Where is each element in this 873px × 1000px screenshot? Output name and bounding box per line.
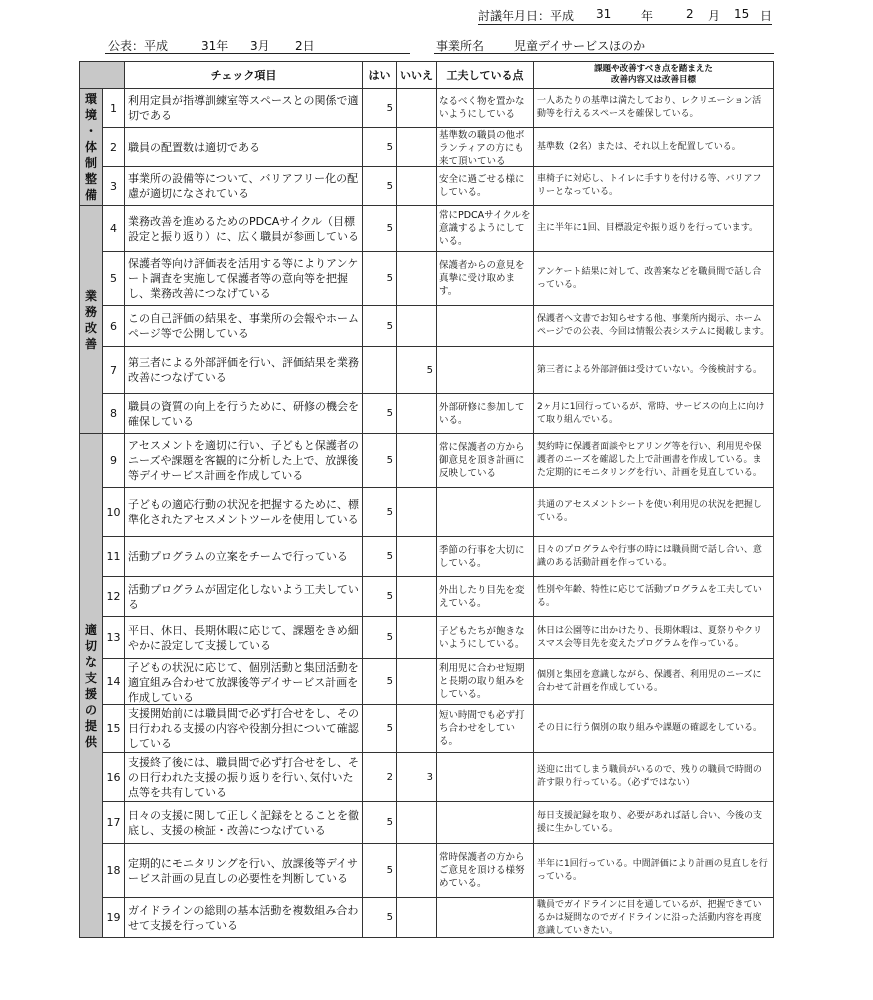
yes-count: 5 xyxy=(363,128,397,167)
check-item-cell xyxy=(125,705,363,753)
table-row xyxy=(80,347,774,394)
check-item-text: 定期的にモニタリングを行い、放課後等デイサービス計画の見直しの必要性を判断している xyxy=(128,856,359,885)
improvements-text: 基準数（2名）または、それ以上を配置している。 xyxy=(537,141,741,152)
table-row xyxy=(80,306,774,347)
no-count xyxy=(397,128,437,167)
efforts-cell xyxy=(437,488,534,537)
row-number: 5 xyxy=(103,252,125,306)
category-cell xyxy=(80,206,103,434)
no-count xyxy=(397,537,437,577)
table-header-row xyxy=(80,62,774,89)
publication-month: 3月 xyxy=(250,39,270,53)
check-item-cell xyxy=(125,488,363,537)
column-yes: はい xyxy=(363,62,397,89)
efforts-cell xyxy=(437,802,534,844)
row-number: 7 xyxy=(103,347,125,394)
efforts-cell xyxy=(437,206,534,252)
no-count xyxy=(397,577,437,617)
row-number: 16 xyxy=(103,753,125,802)
yes-count: 5 xyxy=(363,537,397,577)
check-item-cell xyxy=(125,659,363,705)
efforts-text: 外部研修に参加している。 xyxy=(439,401,525,426)
row-number: 15 xyxy=(103,705,125,753)
efforts-text: 短い時間でも必ず打ち合わせをしている。 xyxy=(439,710,525,747)
discussion-date-label: 討議年月日：平成 xyxy=(478,9,575,23)
category-label: 業 務 改 善 xyxy=(84,288,97,351)
row-number: 2 xyxy=(103,128,125,167)
category-cell xyxy=(80,89,103,206)
yes-count: 5 xyxy=(363,434,397,488)
improvements-text: 第三者による外部評価は受けていない。今後検討する。 xyxy=(537,364,763,375)
check-item-text: 第三者による外部評価を行い、評価結果を業務改善につなげている xyxy=(128,356,359,384)
column-improvements-line2: 改善内容又は改善目標 xyxy=(610,75,696,85)
improvements-cell xyxy=(534,167,774,206)
yes-count: 5 xyxy=(363,488,397,537)
yes-count xyxy=(363,347,397,394)
efforts-cell xyxy=(437,617,534,659)
no-count xyxy=(397,802,437,844)
improvements-cell xyxy=(534,488,774,537)
row-number: 13 xyxy=(103,617,125,659)
check-item-cell xyxy=(125,537,363,577)
discussion-day-unit: 日 xyxy=(760,9,773,23)
table-row xyxy=(80,537,774,577)
efforts-cell xyxy=(437,306,534,347)
improvements-cell xyxy=(534,206,774,252)
check-item-text: 業務改善を進めるためのPDCAサイクル（目標設定と振り返り）に、広く職員が参画している xyxy=(128,214,359,243)
efforts-text: なるべく物を置かないようにしている xyxy=(439,96,525,120)
check-item-text: 活動プログラムの立案をチームで行っている xyxy=(128,550,348,563)
yes-count: 5 xyxy=(363,577,397,617)
row-number: 17 xyxy=(103,802,125,844)
no-count xyxy=(397,306,437,347)
table-row xyxy=(80,89,774,128)
improvements-text: 保護者へ文書でお知らせする他、事業所内掲示、ホームページでの公表、今回は情報公表システムに掲載します。 xyxy=(537,314,770,337)
check-item-cell xyxy=(125,306,363,347)
check-item-cell xyxy=(125,617,363,659)
check-item-text: この自己評価の結果を、事業所の会報やホームページ等で公開している xyxy=(128,312,359,340)
check-item-cell xyxy=(125,252,363,306)
row-number: 11 xyxy=(103,537,125,577)
efforts-text: 安全に過ごせる様にしている。 xyxy=(439,174,525,198)
efforts-cell xyxy=(437,844,534,898)
discussion-month-unit: 月 xyxy=(708,9,721,23)
yes-count: 5 xyxy=(363,394,397,434)
table-row xyxy=(80,659,774,705)
table-row xyxy=(80,252,774,306)
yes-count: 5 xyxy=(363,167,397,206)
office-label: 事業所名 xyxy=(436,39,485,53)
efforts-text: 利用児に合わせ短期と長期の取り組みをしている。 xyxy=(439,663,525,700)
improvements-text: 個別と集団を意識しながら、保護者、利用児のニーズに合わせて計画を作成している。 xyxy=(537,669,762,693)
check-item-text: 職員の配置数は適切である xyxy=(128,140,260,154)
no-count xyxy=(397,617,437,659)
efforts-text: 外出したり目先を変えている。 xyxy=(439,584,525,609)
check-item-cell xyxy=(125,577,363,617)
column-efforts: 工夫している点 xyxy=(437,62,534,89)
improvements-text: その日に行う個別の取り組みや課題の確認をしている。 xyxy=(537,723,763,733)
publication-year: 31年 xyxy=(201,39,229,53)
yes-count: 5 xyxy=(363,206,397,252)
efforts-cell xyxy=(437,347,534,394)
check-item-cell xyxy=(125,167,363,206)
office-name-line xyxy=(434,37,774,54)
no-count xyxy=(397,898,437,938)
table-row xyxy=(80,488,774,537)
yes-count: 5 xyxy=(363,89,397,128)
no-count xyxy=(397,252,437,306)
discussion-year-unit: 年 xyxy=(641,9,654,23)
improvements-text: 性別や年齢、特性に応じて活動プログラムを工夫している。 xyxy=(537,584,762,608)
row-number: 19 xyxy=(103,898,125,938)
efforts-cell xyxy=(437,577,534,617)
table-row xyxy=(80,167,774,206)
row-number: 18 xyxy=(103,844,125,898)
column-check-item: チェック項目 xyxy=(125,62,363,89)
table-row xyxy=(80,802,774,844)
table-row xyxy=(80,577,774,617)
no-count xyxy=(397,705,437,753)
improvements-text: 休日は公園等に出かけたり、長期休暇は、夏祭りやクリスマス会等目先を変えたプログラムを作っている。 xyxy=(537,625,763,649)
improvements-cell xyxy=(534,434,774,488)
yes-count: 5 xyxy=(363,802,397,844)
table-row xyxy=(80,206,774,252)
category-cell xyxy=(80,434,103,938)
discussion-year: 31 xyxy=(596,7,612,21)
category-label: 環 境 ・ 体 制 整 備 xyxy=(84,92,97,202)
office-name: 児童デイサービスほのか xyxy=(514,39,646,53)
yes-count: 5 xyxy=(363,306,397,347)
column-improvements xyxy=(534,62,774,89)
check-item-text: 活動プログラムが固定化しないよう工夫している xyxy=(128,582,359,611)
improvements-cell xyxy=(534,617,774,659)
improvements-cell xyxy=(534,577,774,617)
table-row xyxy=(80,434,774,488)
row-number: 10 xyxy=(103,488,125,537)
yes-count: 5 xyxy=(363,659,397,705)
improvements-cell xyxy=(534,753,774,802)
efforts-cell xyxy=(437,128,534,167)
check-item-cell xyxy=(125,347,363,394)
improvements-text: 半年に1回行っている。中間評価により計画の見直しを行っている。 xyxy=(537,858,768,882)
no-count xyxy=(397,167,437,206)
improvements-cell xyxy=(534,802,774,844)
yes-count: 5 xyxy=(363,617,397,659)
improvements-cell xyxy=(534,394,774,434)
check-item-cell xyxy=(125,434,363,488)
efforts-cell xyxy=(437,434,534,488)
check-item-cell xyxy=(125,206,363,252)
efforts-cell xyxy=(437,705,534,753)
table-row xyxy=(80,705,774,753)
efforts-text: 常に保護者の方から御意見を頂き計画に反映している xyxy=(439,442,525,479)
no-count xyxy=(397,434,437,488)
efforts-text: 常時保護者の方からご意見を頂ける様努めている。 xyxy=(439,852,525,889)
improvements-cell xyxy=(534,844,774,898)
efforts-cell xyxy=(437,537,534,577)
efforts-cell xyxy=(437,659,534,705)
improvements-cell xyxy=(534,537,774,577)
yes-count: 5 xyxy=(363,898,397,938)
improvements-text: 日々のプログラムや行事の時には職員間で話し合い、意識のある活動計画を作っている。 xyxy=(537,544,762,568)
table-row xyxy=(80,128,774,167)
efforts-cell xyxy=(437,898,534,938)
improvements-cell xyxy=(534,252,774,306)
improvements-cell xyxy=(534,898,774,938)
discussion-day: 15 xyxy=(734,7,750,21)
efforts-cell xyxy=(437,753,534,802)
row-number: 14 xyxy=(103,659,125,705)
row-number: 8 xyxy=(103,394,125,434)
improvements-text: 共通のアセスメントシートを使い利用児の状況を把握している。 xyxy=(537,500,762,523)
efforts-cell xyxy=(437,89,534,128)
discussion-month: 2 xyxy=(686,7,694,21)
no-count: 3 xyxy=(397,753,437,802)
table-row xyxy=(80,617,774,659)
table-row xyxy=(80,844,774,898)
no-count xyxy=(397,394,437,434)
improvements-cell xyxy=(534,128,774,167)
check-item-cell xyxy=(125,394,363,434)
improvements-text: 主に半年に1回、目標設定や振り返りを行っています。 xyxy=(537,223,759,233)
efforts-cell xyxy=(437,394,534,434)
publication-day: 2日 xyxy=(295,39,315,53)
category-label: 適 切 な 支 援 の 提 供 xyxy=(84,622,97,749)
efforts-text: 常にPDCAサイクルを意識するようにしている。 xyxy=(439,210,531,247)
check-item-text: アセスメントを適切に行い、子どもと保護者のニーズや課題を客観的に分析した上で、放課後等デイサービス計画を作成している xyxy=(128,439,359,482)
publication-date-label: 公表：平成 xyxy=(108,39,169,53)
efforts-text: 保護者からの意見を真摯に受け取めます。 xyxy=(439,260,525,297)
check-item-cell xyxy=(125,89,363,128)
column-no: いいえ xyxy=(397,62,437,89)
improvements-text: 毎日支援記録を取り、必要があれば話し合い、今後の支援に生かしている。 xyxy=(537,810,763,834)
improvements-text: 一人あたりの基準は満たしており、レクリエーション活動等を行えるスペースを確保している。 xyxy=(537,96,762,119)
check-item-text: 職員の資質の向上を行うために、研修の機会を確保している xyxy=(128,399,359,428)
no-count xyxy=(397,89,437,128)
check-item-cell xyxy=(125,844,363,898)
check-item-text: 事業所の設備等について、バリアフリー化の配慮が適切になされている xyxy=(128,172,359,200)
check-item-text: 平日、休日、長期休暇に応じて、課題をきめ細やかに設定して支援している xyxy=(128,623,359,652)
improvements-text: 2ヶ月に1回行っているが、常時、サービスの向上に向けて取り組んでいる。 xyxy=(537,401,765,425)
improvements-cell xyxy=(534,659,774,705)
check-item-cell xyxy=(125,128,363,167)
no-count xyxy=(397,206,437,252)
row-number: 12 xyxy=(103,577,125,617)
yes-count: 5 xyxy=(363,844,397,898)
efforts-text: 基準数の職員の他ボランティアの方にも来て頂いている xyxy=(439,129,525,166)
check-item-cell xyxy=(125,898,363,938)
improvements-text: アンケート結果に対して、改善案などを職員間で話し合っている。 xyxy=(537,266,762,290)
row-number: 4 xyxy=(103,206,125,252)
improvements-text: 車椅子に対応し、トイレに手すりを付ける等、バリアフリーとなっている。 xyxy=(537,174,762,197)
check-item-text: 利用定員が指導訓練室等スペースとの関係で適切である xyxy=(128,94,359,122)
improvements-cell xyxy=(534,347,774,394)
check-item-cell xyxy=(125,802,363,844)
improvements-cell xyxy=(534,705,774,753)
improvements-text: 契約時に保護者面談やヒアリング等を行い、利用児や保護者のニーズを確認した上で計画書を作成している。また定期的にモニタリングを行い、計画を見直している。 xyxy=(537,442,762,478)
check-item-text: 子どもの状況に応じて、個別活動と集団活動を適宜組み合わせて放課後等デイサービス計画を作成している xyxy=(128,660,359,704)
check-item-text: 保護者等向け評価表を活用する等によりアンケート調査を実施して保護者等の意向等を把握し、業務改善につなげている xyxy=(128,257,359,300)
efforts-text: 季節の行事を大切にしている。 xyxy=(439,544,525,569)
no-count: 5 xyxy=(397,347,437,394)
discussion-date xyxy=(478,6,772,25)
yes-count: 5 xyxy=(363,252,397,306)
efforts-cell xyxy=(437,252,534,306)
improvements-cell xyxy=(534,306,774,347)
no-count xyxy=(397,659,437,705)
check-item-text: ガイドラインの総則の基本活動を複数組み合わせて支援を行っている xyxy=(128,903,359,932)
improvements-cell xyxy=(534,89,774,128)
improvements-text: 送迎に出てしまう職員がいるので、残りの職員で時間の許す限り行っている。（必ずではない） xyxy=(537,765,762,788)
row-number: 1 xyxy=(103,89,125,128)
no-count xyxy=(397,488,437,537)
table-row xyxy=(80,898,774,938)
check-item-text: 支援開始前には職員間で必ず打合せをし、その日行われる支援の内容や役割分担について確認している xyxy=(128,707,359,750)
self-evaluation-table xyxy=(79,61,774,938)
publication-date xyxy=(105,37,410,54)
yes-count: 2 xyxy=(363,753,397,802)
check-item-text: 日々の支援に関して正しく記録をとることを徹底し、支援の検証・改善につなげている xyxy=(128,808,359,837)
row-number: 3 xyxy=(103,167,125,206)
table-row xyxy=(80,753,774,802)
header-corner xyxy=(80,62,125,89)
check-item-text: 支援終了後には、職員間で必ず打合せをし、その日行われた支援の振り返りを行い､気付いた点等を共有している xyxy=(128,755,359,799)
no-count xyxy=(397,844,437,898)
yes-count: 5 xyxy=(363,705,397,753)
efforts-text: 子どもたちが飽きないようにしている。 xyxy=(439,625,525,650)
column-improvements-line1: 課題や改善すべき点を踏まえた xyxy=(594,64,713,74)
improvements-text: 職員でガイドラインに目を通しているが、把握できているかは疑問なのでガイドラインに沿った活動内容を再度意識していきたい。 xyxy=(537,899,762,936)
check-item-text: 子どもの適応行動の状況を把握するために、標準化されたアセスメントツールを使用している xyxy=(128,498,359,526)
check-item-cell xyxy=(125,753,363,802)
table-row xyxy=(80,394,774,434)
efforts-cell xyxy=(437,167,534,206)
row-number: 9 xyxy=(103,434,125,488)
row-number: 6 xyxy=(103,306,125,347)
